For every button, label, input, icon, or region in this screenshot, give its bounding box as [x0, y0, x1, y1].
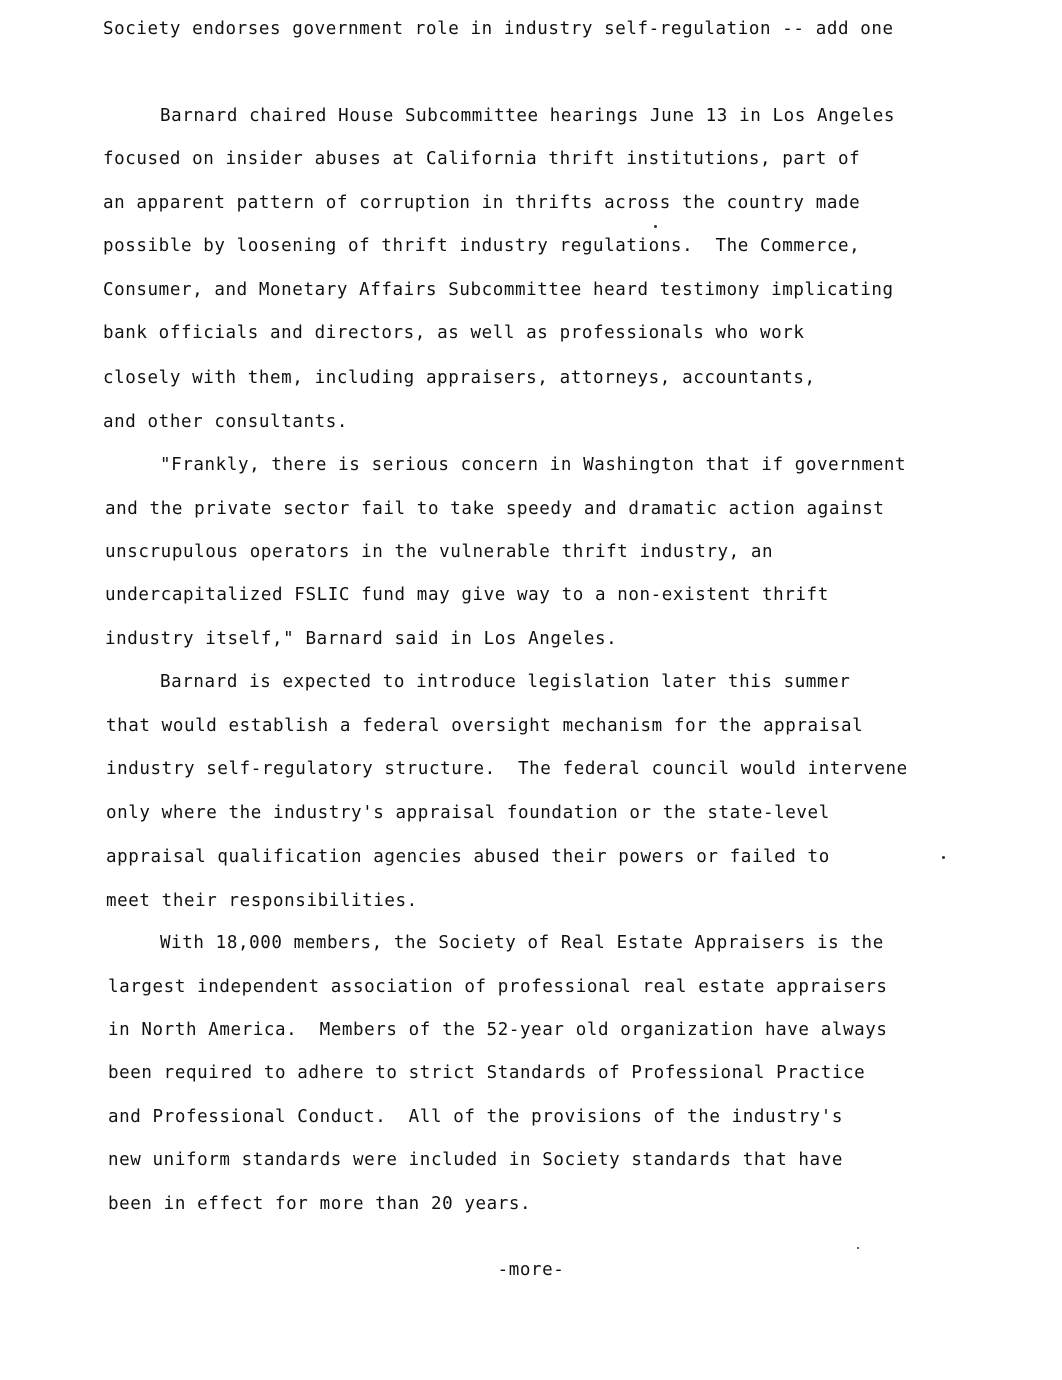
paragraph-3-line-2: that would establish a federal oversight mechanism for the appraisal	[106, 716, 864, 736]
paragraph-4-line-3: in North America. Members of the 52-year old organization have always	[108, 1020, 888, 1040]
paragraph-4-line-7: been in effect for more than 20 years.	[108, 1194, 532, 1214]
paragraph-3-line-3: industry self-regulatory structure. The federal council would intervene	[106, 759, 908, 779]
paragraph-3-line-4: only where the industry's appraisal foundation or the state-level	[106, 803, 830, 823]
paragraph-2-line-2: and the private sector fail to take speedy and dramatic action against	[105, 499, 885, 519]
paragraph-4-line-1: With 18,000 members, the Society of Real Estate Appraisers is the	[160, 933, 884, 953]
paragraph-4-line-6: new uniform standards were included in Society standards that have	[108, 1150, 843, 1170]
paragraph-1-line-8: and other consultants.	[103, 412, 348, 432]
paragraph-4-line-4: been required to adhere to strict Standards of Professional Practice	[108, 1063, 866, 1083]
scan-speck	[654, 225, 657, 228]
paragraph-1-line-4: possible by loosening of thrift industry regulations. The Commerce,	[103, 236, 861, 256]
paragraph-1-line-2: focused on insider abuses at California thrift institutions, part of	[103, 149, 861, 169]
paragraph-4-line-2: largest independent association of professional real estate appraisers	[108, 977, 888, 997]
scan-speck	[942, 856, 945, 859]
scan-speck	[857, 1247, 859, 1249]
paragraph-3-line-1: Barnard is expected to introduce legislation later this summer	[160, 672, 851, 692]
paragraph-2-line-1: "Frankly, there is serious concern in Washington that if government	[160, 455, 907, 475]
paragraph-1-line-7: closely with them, including appraisers, attorneys, accountants,	[103, 368, 816, 388]
paragraph-1-line-5: Consumer, and Monetary Affairs Subcommittee heard testimony implicating	[103, 280, 894, 300]
paragraph-2-line-4: undercapitalized FSLIC fund may give way to a non-existent thrift	[105, 585, 829, 605]
paragraph-1-line-1: Barnard chaired House Subcommittee hearings June 13 in Los Angeles	[160, 106, 895, 126]
paragraph-3-line-5: appraisal qualification agencies abused their powers or failed to	[106, 847, 830, 867]
paragraph-1-line-6: bank officials and directors, as well as professionals who work	[103, 323, 805, 343]
paragraph-2-line-3: unscrupulous operators in the vulnerable thrift industry, an	[105, 542, 774, 562]
header-line: Society endorses government role in industry self-regulation -- add one	[103, 19, 894, 39]
paragraph-2-line-5: industry itself," Barnard said in Los Angeles.	[105, 629, 618, 649]
paragraph-4-line-5: and Professional Conduct. All of the provisions of the industry's	[108, 1107, 843, 1127]
paragraph-1-line-3: an apparent pattern of corruption in thrifts across the country made	[103, 193, 861, 213]
paragraph-3-line-6: meet their responsibilities.	[106, 891, 418, 911]
more-footer: -more-	[497, 1260, 565, 1280]
